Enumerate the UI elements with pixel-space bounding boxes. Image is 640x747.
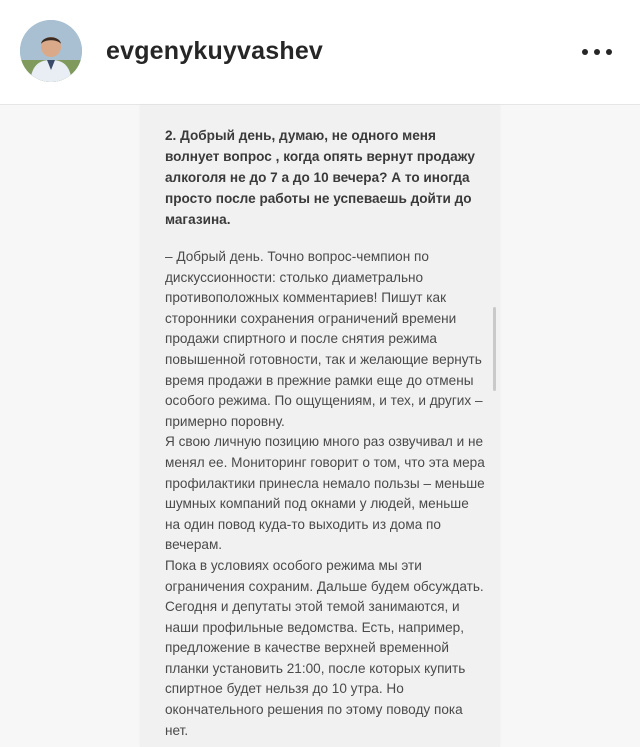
note-screenshot [140,105,500,747]
scroll-indicator [493,307,496,391]
avatar-image [20,20,82,82]
answer-paragraph: Я свою личную позицию много раз озвучивал и не менял ее. Мониторинг говорит о том, что эта мера профилактики принесла немало пользы – меньше шумных компаний под окнами у людей, меньше на один повод куда-то выходить из дома по вечерам. [165,434,485,553]
dot [594,49,600,55]
question-text: 2. Добрый день, думаю, не одного меня волнует вопрос , когда опять вернут продажу алкоголя не до 7 а до 10 вечера? А то иногда просто после работы не успеваешь дойти до магазина. [165,128,475,227]
dot [606,49,612,55]
username[interactable]: evgenykuyvashev [106,37,324,65]
post-image [0,105,640,747]
answer-text [165,247,485,741]
answer-paragraph: Пока в условиях особого режима мы эти ограничения сохраним. Дальше будем обсуждать. Сегодня и депутаты этой темой занимаются, и наши профильные ведомства. Есть, например, предложение в качестве верхней временной планки установить 21:00, после которых купить спиртное будет нельзя до 10 утра. Но окончательного решения по этому поводу пока нет. [165,557,484,738]
more-options-icon[interactable] [582,42,612,62]
post-header [0,0,640,105]
avatar[interactable] [20,20,82,82]
dot [582,49,588,55]
answer-paragraph: – Добрый день. Точно вопрос-чемпион по дискуссионности: столько диаметрально противоположных комментариев! Пишут как сторонники сохранения ограничений времени продажи спиртного и после снятия режима повышенной готовности, так и желающие вернуть время продажи в прежние рамки еще до отмены особого режима. По ощущениям, и тех, и других – примерно поровну. [165,249,483,429]
